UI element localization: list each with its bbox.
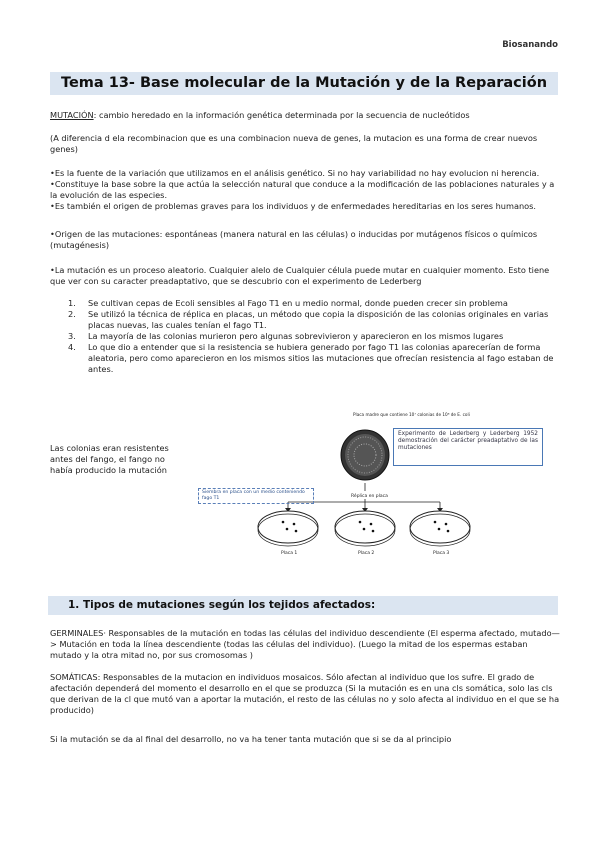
step-item bbox=[68, 342, 558, 375]
plate-3 bbox=[410, 511, 470, 546]
plate-3-label: Placa 3 bbox=[433, 551, 450, 556]
somatic-paragraph: SOMÁTICAS: Responsables de la mutacion en individuos mosaicos. Sólo afectan al individuo que los sufre. El grado de afectación dependerá del momento el desarrollo en el que se produzca (Si la mutación es en una cls somática, solo las cls que derivan de la cl que mutó van a aportar la mutación, el resto de las células no y solo afecta al individuo en el que se ha producido) bbox=[50, 672, 560, 715]
mutation-definition-text: : cambio heredado en la información genética determinada por la secuencia de nucleótidos bbox=[93, 110, 470, 120]
recombination-note: (A diferencia d ela recombinacion que es una combinacion nueva de genes, la mutacion es una forma de crear nuevos genes) bbox=[50, 133, 538, 154]
mutation-term: MUTACIÓN bbox=[50, 110, 94, 120]
brand-label: Biosanando bbox=[502, 40, 558, 50]
step-item bbox=[68, 298, 558, 309]
section-heading bbox=[48, 596, 558, 615]
bullet-list bbox=[50, 168, 560, 212]
section-heading-text: 1. Tipos de mutaciones según los tejidos afectados: bbox=[68, 599, 376, 611]
step-number: 2. bbox=[68, 309, 76, 319]
plate-1-label: Placa 1 bbox=[281, 551, 298, 556]
bullet-item: •Es también el origen de problemas graves para los individuos y de enfermedades hereditarias en los seres humanos. bbox=[50, 201, 537, 211]
master-plate-label: Placa madre que contiene 10⁷ colonias de 10⁸ de E. coli bbox=[353, 412, 470, 417]
step-text: Lo que dio a entender que si la resistencia se hubiera generado por fago T1 las colonias aparecerían de forma aleatoria, pero como aparecieron en los mismos sitios las mutaciones que ofrecían resistencia al fago estaban de antes. bbox=[88, 342, 554, 374]
step-text: Se utilizó la técnica de réplica en placas, un método que copia la disposición de las colonias originales en varias placas nuevas, las cuales tenían el fago T1. bbox=[88, 309, 549, 330]
plate-2-label: Placa 2 bbox=[358, 551, 375, 556]
final-note: Si la mutación se da al final del desarrollo, no va ha tener tanta mutación que si se da al principio bbox=[50, 734, 452, 744]
step-item bbox=[68, 331, 558, 342]
page-title: Tema 13- Base molecular de la Mutación y de la Reparación bbox=[50, 72, 558, 95]
bullet-item: •Constituye la base sobre la que actúa la selección natural que conduce a la modificación de las poblaciones naturales y a la evolución de las especies. bbox=[50, 179, 555, 200]
master-plate bbox=[341, 430, 389, 480]
step-number: 3. bbox=[68, 331, 76, 341]
plate-2 bbox=[335, 511, 395, 546]
germinal-paragraph: GERMINALES· Responsables de la mutación en todas las células del individuo descendiente (El esperma afectado, mutado—> Mutación en toda la línea descendiente (todas las células del individuo). (Luego la mitad de los espermas estaban mutado y la otra mitad no, por sus cromosomas ) bbox=[50, 628, 560, 660]
step-number: 4. bbox=[68, 342, 76, 352]
random-process: •La mutación es un proceso aleatorio. Cualquier alelo de Cualquier célula puede mutar en cualquier momento. Esto tiene que ver con su caracter preadaptativo, que se descubrio con el experimento de Lederberg bbox=[50, 265, 550, 286]
phage-medium-note: Siembra en placa con un medio conteniendo fago T1 bbox=[198, 488, 314, 504]
step-item bbox=[68, 309, 558, 331]
mutation-origin: •Origen de las mutaciones: espontáneas (manera natural en las células) o inducidas por mutágenos físicos o químicos (mutagénesis) bbox=[50, 229, 538, 250]
plate-1 bbox=[258, 511, 318, 546]
step-text: Se cultivan cepas de Ecoli sensibles al Fago T1 en u medio normal, donde pueden crecer sin problema bbox=[88, 298, 508, 308]
step-number: 1. bbox=[68, 298, 76, 308]
experiment-steps bbox=[68, 298, 558, 375]
replica-label: Réplica en placa bbox=[351, 494, 388, 499]
figure-side-note: Las colonias eran resistentes antes del fango, el fango no había producido la mutación bbox=[50, 443, 169, 475]
step-text: La mayoría de las colonias murieron pero algunas sobrevivieron y aparecieron en los mismos lugares bbox=[88, 331, 504, 341]
experiment-box: Experimento de Lederberg y Lederberg 1952 demostración del carácter preadaptativo de las mutaciones bbox=[393, 428, 543, 466]
bullet-item: •Es la fuente de la variación que utilizamos en el análisis genético. Si no hay variabilidad no hay evolucion ni herencia. bbox=[50, 168, 540, 178]
mutation-definition bbox=[50, 110, 560, 121]
